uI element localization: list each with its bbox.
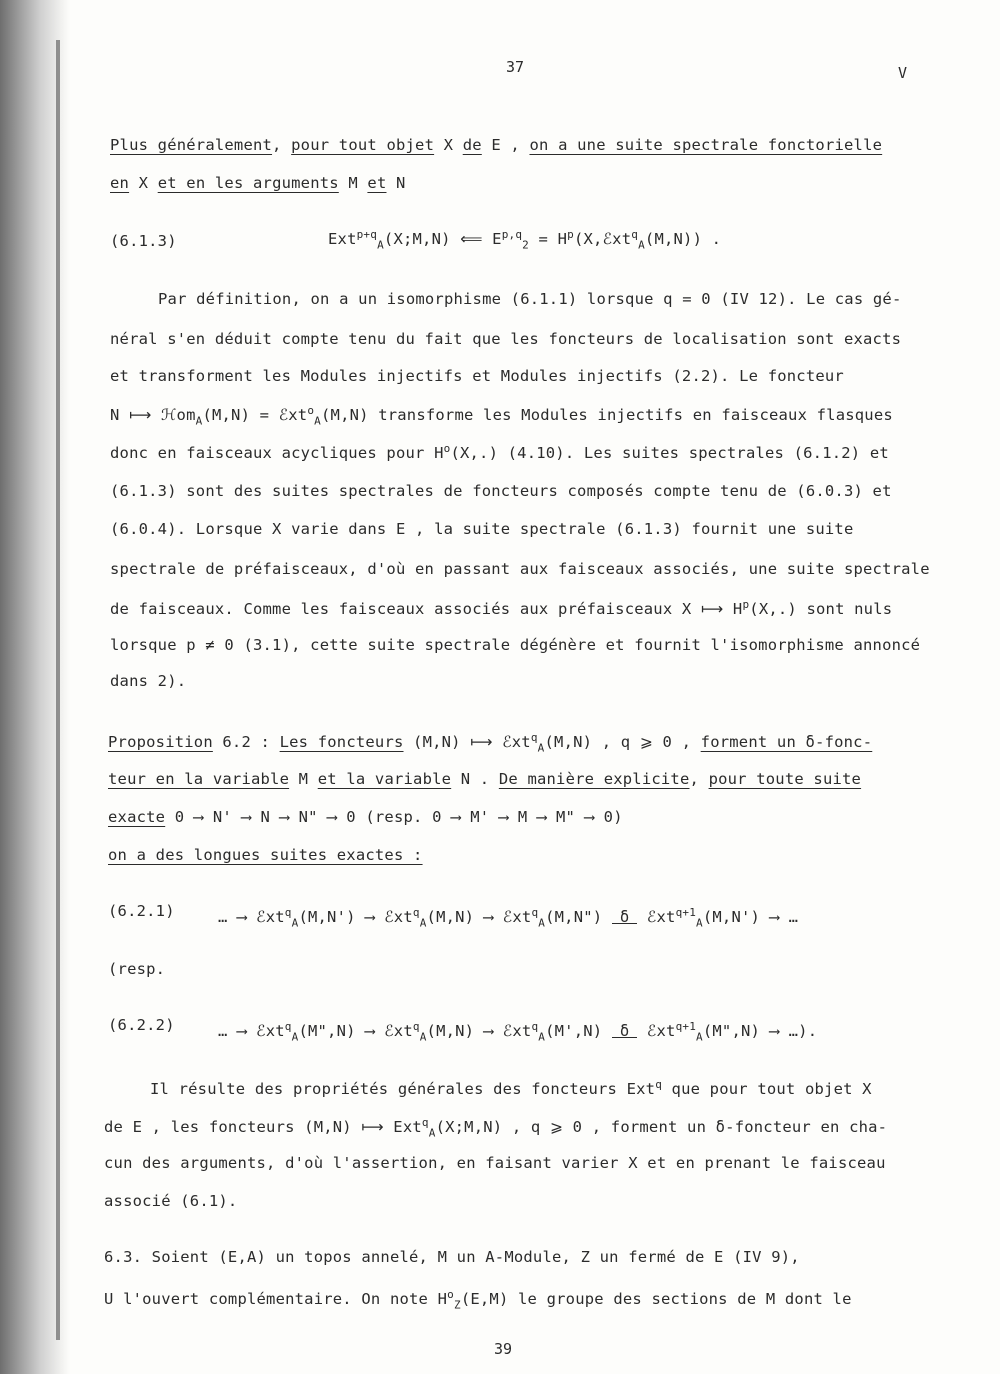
para2-line11: dans 2). [110, 672, 187, 690]
prop-6-2-line2: teur en la variable M et la variable N . De manière explicite, pour toute suite [108, 770, 862, 788]
para1-line1: Plus généralement, pour tout objet X de E , on a une suite spectrale fonctorielle [110, 136, 883, 154]
para2-line2: néral s'en déduit compte tenu du fait que les foncteurs de localisation sont exacts [110, 330, 902, 348]
para2-line3: et transforment les Modules injectifs et Modules injectifs (2.2). Le foncteur [110, 367, 844, 385]
prop-6-2-line1: Proposition 6.2 : Les foncteurs (M,N) ⟼ ℰxt$^q_A$(M,N) , q ⩾ 0 , forment un δ-fonc- [108, 731, 873, 755]
eq-6-2-2: … ⟶ ℰxt$^q_A$(M",N) ⟶ ℰxt$^q_A$(M,N) ⟶ ℰxt$^q_A$(M',N) δ ℰxt$^{q+1}_A$(M",N) ⟶ …). [218, 1020, 818, 1044]
para4-line1: 6.3. Soient (E,A) un topos annelé, M un A-Module, Z un fermé de E (IV 9), [104, 1248, 800, 1266]
para3-line2: de E , les foncteurs (M,N) ⟼ Ext$^q_A$(X;M,N) , q ⩾ 0 , forment un δ-foncteur en cha- [104, 1116, 888, 1140]
para2-line5: donc en faisceaux acycliques pour $H^o(X,.)$ (4.10). Les suites spectrales (6.1.2) et [110, 442, 889, 463]
eq-6-2-1: … ⟶ ℰxt$^q_A$(M,N') ⟶ ℰxt$^q_A$(M,N) ⟶ ℰxt$^q_A$(M,N") δ ℰxt$^{q+1}_A$(M,N') ⟶ … [218, 906, 799, 930]
para3-line4: associé (6.1). [104, 1192, 238, 1210]
para3-line1: Il résulte des propriétés générales des foncteurs Ext$^q$ que pour tout objet X [150, 1078, 872, 1099]
eq-6-1-3: Ext$^{p+q}_A$(X;M,N) ⟸ $E^{p,q}_2 = H^p(X,ℰxt^q_A(M,N))$ . [328, 228, 722, 252]
eq-6-1-3-label: (6.1.3) [110, 232, 177, 250]
para4-line2: U l'ouvert complémentaire. On note $H^o_Z(E,M)$ le groupe des sections de M dont le [104, 1288, 852, 1312]
para2-line8: spectrale de préfaisceaux, d'où en passant aux faisceaux associés, une suite spectrale [110, 560, 930, 578]
resp-label: (resp. [108, 960, 166, 978]
prop-6-2-line4: on a des longues suites exactes : [108, 846, 423, 864]
page-number-top: 37 [506, 58, 525, 76]
scan-binding-edge [56, 40, 60, 1340]
para2-line9: de faisceaux. Comme les faisceaux associés aux préfaisceaux X ⟼ $H^p(X,.)$ sont nuls [110, 598, 893, 619]
para2-line6: (6.1.3) sont des suites spectrales de foncteurs composés compte tenu de (6.0.3) et [110, 482, 892, 500]
eq-6-2-2-label: (6.2.2) [108, 1016, 175, 1034]
eq-6-2-1-label: (6.2.1) [108, 902, 175, 920]
chapter-roman: V [898, 64, 908, 82]
para2-line10: lorsque p ≠ 0 (3.1), cette suite spectrale dégénère et fournit l'isomorphisme annoncé [110, 636, 921, 654]
para1-line2: en X et en les arguments M et N [110, 174, 406, 192]
para3-line3: cun des arguments, d'où l'assertion, en faisant varier X et en prenant le faisceau [104, 1154, 886, 1172]
prop-6-2-line3: exacte 0 ⟶ N' ⟶ N ⟶ N" ⟶ 0 (resp. 0 ⟶ M' ⟶ M ⟶ M" ⟶ 0) [108, 808, 623, 826]
para2-line1: Par définition, on a un isomorphisme (6.1.1) lorsque q = 0 (IV 12). Le cas gé- [158, 290, 902, 308]
page-number-bottom: 39 [494, 1340, 513, 1358]
para2-line7: (6.0.4). Lorsque X varie dans E , la suite spectrale (6.1.3) fournit une suite [110, 520, 854, 538]
para2-line4: N ⟼ ℋom$_A$(M,N) = ℰxt$^o_A$(M,N) transforme les Modules injectifs en faisceaux flasques [110, 404, 893, 428]
